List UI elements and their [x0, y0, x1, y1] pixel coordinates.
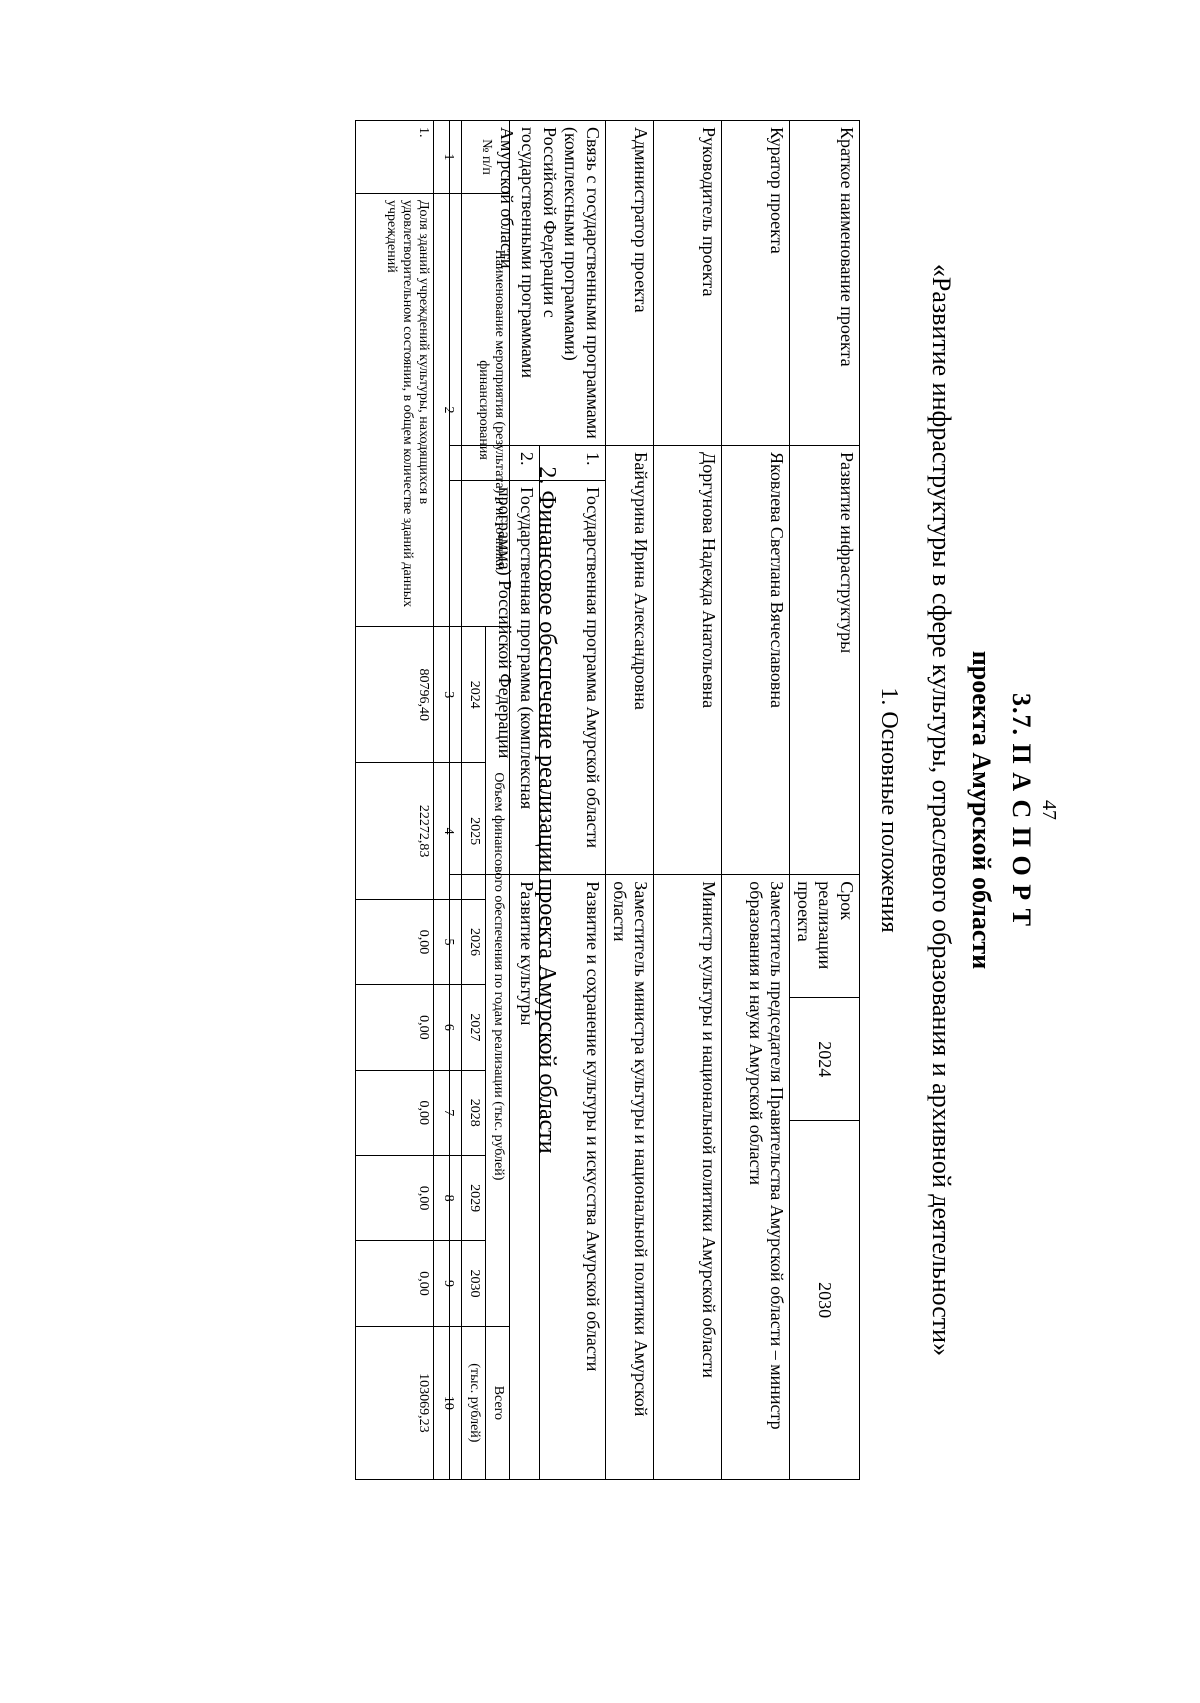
- year-value: 0,00: [356, 1155, 434, 1240]
- column-index: 1: [434, 121, 462, 194]
- term-label: Срок реализации проекта: [790, 875, 860, 998]
- year-value: 0,00: [356, 1241, 434, 1326]
- document-subtitle: проекта Амурской области: [967, 650, 996, 970]
- header-group: Объем финансового обеспечения по годам реализации (тыс. рублей): [486, 627, 510, 1327]
- person-name: Байчурина Ирина Александровна: [606, 446, 654, 875]
- column-index: 7: [434, 1070, 462, 1155]
- year-value: 0,00: [356, 985, 434, 1070]
- row-number: 1.: [356, 121, 434, 194]
- header-year: 2027: [462, 985, 486, 1070]
- year-value: 0,00: [356, 899, 434, 984]
- link-program: Государственная программа Амурской области: [540, 481, 606, 875]
- row-name: Доля зданий учреждений культуры, находящихся в удовлетворительном состоянии, в общем количестве зданий данных учреждений: [356, 194, 434, 627]
- links-label: Связь с государственными программами (комплексными программами) Российской Федерации с государственными программами Амурской области: [450, 121, 606, 446]
- short-name-value: Развитие инфраструктуры: [790, 446, 860, 875]
- column-index: 4: [434, 763, 462, 899]
- financing-table: [355, 120, 510, 1480]
- total-value: 103069,23: [356, 1326, 434, 1479]
- column-index: 10: [434, 1326, 462, 1479]
- document-title: 3.7. П А С П О Р Т: [1007, 693, 1036, 927]
- column-index: 2: [434, 194, 462, 627]
- link-number: 2.: [450, 446, 540, 481]
- year-value: 80796,40: [356, 627, 434, 763]
- person-position: Заместитель председателя Правительства Амурской области – министр образования и науки Амурской области: [722, 875, 790, 1480]
- page-number: 47: [1038, 800, 1060, 820]
- person-name: Яковлева Светлана Вячеславовна: [722, 446, 790, 875]
- header-total: Всего: [486, 1326, 510, 1479]
- column-index-row: [434, 121, 462, 1480]
- row-label: Руководитель проекта: [654, 121, 722, 446]
- row-label: Куратор проекта: [722, 121, 790, 446]
- table-row: [356, 121, 434, 1480]
- row-label: Краткое наименование проекта: [790, 121, 860, 446]
- year-value: 22272,83: [356, 763, 434, 899]
- link-program: Государственная программа (комплексная программа) Российской Федерации: [450, 481, 540, 875]
- main-provisions-table: [449, 120, 860, 1480]
- table-row: [790, 121, 860, 1480]
- table-row: [722, 121, 790, 1480]
- header-year: 2024: [462, 627, 486, 763]
- header-year: 2028: [462, 1070, 486, 1155]
- link-goal: Развитие и сохранение культуры и искусства Амурской области: [540, 875, 606, 1480]
- link-goal: Развитие культуры: [450, 875, 540, 1480]
- column-index: 6: [434, 985, 462, 1070]
- person-position: Министр культуры и национальной политики Амурской области: [654, 875, 722, 1480]
- row-label: Администратор проекта: [606, 121, 654, 446]
- section2-heading: 2. Финансовое обеспечение реализации проекта Амурской области: [534, 466, 560, 1154]
- column-index: 5: [434, 899, 462, 984]
- term-end: 2030: [790, 1121, 860, 1480]
- section1-heading: 1. Основные положения: [876, 687, 902, 933]
- year-value: 0,00: [356, 1070, 434, 1155]
- project-name: «Развитие инфраструктуры в сфере культуры, отраслевого образования и архивной деятельности»: [927, 263, 956, 1357]
- header-year: 2029: [462, 1155, 486, 1240]
- header-name: Наименование мероприятия (результата) и источники финансирования: [462, 194, 510, 627]
- header-year: 2026: [462, 899, 486, 984]
- table-header-row: [486, 121, 510, 1480]
- table-row: [606, 121, 654, 1480]
- link-number: 1.: [540, 446, 606, 481]
- header-total-unit: (тыс. рублей): [462, 1326, 486, 1479]
- column-index: 9: [434, 1241, 462, 1326]
- person-position: Заместитель министра культуры и национальной политики Амурской области: [606, 875, 654, 1480]
- header-year: 2030: [462, 1241, 486, 1326]
- rotated-sheet: [180, 100, 1060, 1520]
- column-index: 3: [434, 627, 462, 763]
- term-start: 2024: [790, 998, 860, 1121]
- table-row: [654, 121, 722, 1480]
- column-index: 8: [434, 1155, 462, 1240]
- header-year: 2025: [462, 763, 486, 899]
- person-name: Доргунова Надежда Анатольевна: [654, 446, 722, 875]
- header-num: № п/п: [462, 121, 510, 194]
